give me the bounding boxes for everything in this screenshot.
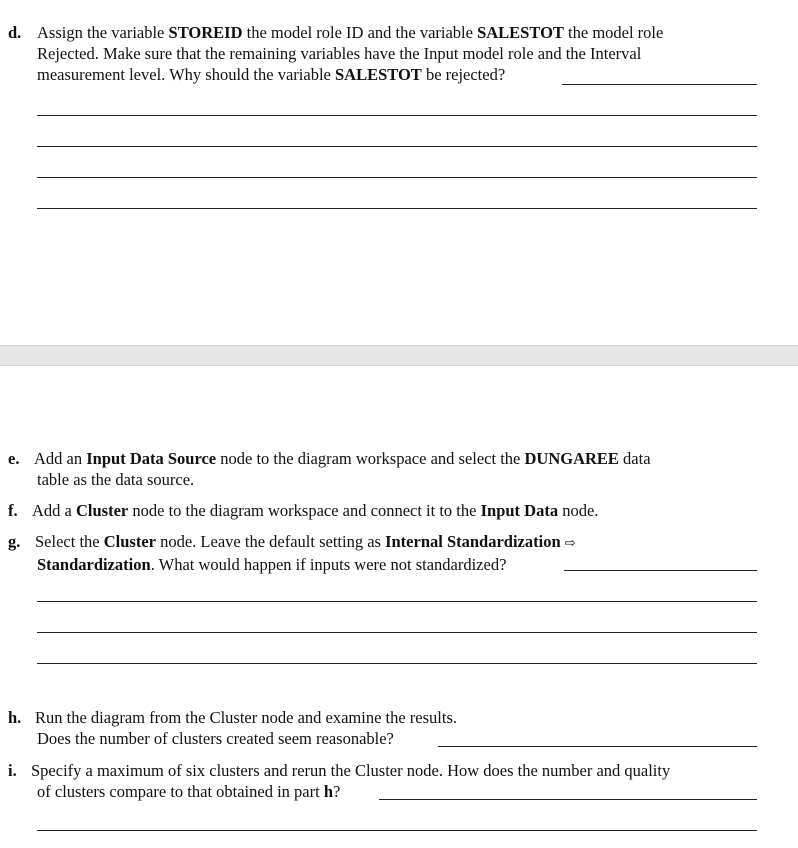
question-i-line-1: i. Specify a maximum of six clusters and rerun the Cluster node. How does the number and quality — [8, 761, 671, 780]
answer-line-d-1[interactable] — [37, 115, 757, 116]
question-h-label: h. — [8, 708, 22, 727]
question-d-label: d. — [8, 23, 22, 42]
answer-line-g-3[interactable] — [37, 663, 757, 664]
question-e-line-1: e. Add an Input Data Source node to the diagram workspace and select the DUNGAREE data — [8, 449, 651, 468]
question-e-label: e. — [8, 449, 20, 468]
question-i — [8, 760, 758, 802]
question-e — [8, 448, 758, 490]
question-i-label: i. — [8, 761, 17, 780]
answer-line-d-3[interactable] — [37, 177, 757, 178]
answer-line-g-inline[interactable] — [564, 570, 757, 571]
answer-line-g-1[interactable] — [37, 601, 757, 602]
page-break-band — [0, 345, 798, 366]
question-g-line-1: g. Select the Cluster node. Leave the default setting as Internal Standardization ⇨ — [8, 532, 576, 551]
answer-line-d-inline[interactable] — [562, 84, 757, 85]
question-g-line-2: Standardization. What would happen if inputs were not standardized? — [37, 555, 507, 574]
question-f: f. Add a Cluster node to the diagram workspace and connect it to the Input Data node. — [8, 501, 599, 520]
question-g-label: g. — [8, 532, 21, 551]
question-h-line-2: Does the number of clusters created seem reasonable? — [37, 729, 394, 748]
question-e-line-2: table as the data source. — [37, 470, 195, 489]
question-d-line-1: d. Assign the variable STOREID the model role ID and the variable SALESTOT the model role — [8, 23, 664, 42]
question-i-line-2: of clusters compare to that obtained in part h? — [37, 782, 341, 801]
question-h-line-1: h. Run the diagram from the Cluster node and examine the results. — [8, 708, 458, 727]
question-d — [8, 22, 758, 85]
answer-line-i-inline[interactable] — [379, 799, 757, 800]
arrow-icon: ⇨ — [564, 536, 576, 551]
question-f-label: f. — [8, 501, 18, 520]
answer-line-g-2[interactable] — [37, 632, 757, 633]
answer-line-i-1[interactable] — [37, 830, 757, 831]
answer-line-h-inline[interactable] — [438, 746, 757, 747]
question-g — [8, 531, 758, 575]
answer-line-d-2[interactable] — [37, 146, 757, 147]
answer-line-d-4[interactable] — [37, 208, 757, 209]
question-d-line-3: measurement level. Why should the variable SALESTOT be rejected? — [37, 65, 506, 84]
question-h — [8, 707, 758, 749]
question-d-line-2: Rejected. Make sure that the remaining variables have the Input model role and the Interval — [37, 44, 642, 63]
